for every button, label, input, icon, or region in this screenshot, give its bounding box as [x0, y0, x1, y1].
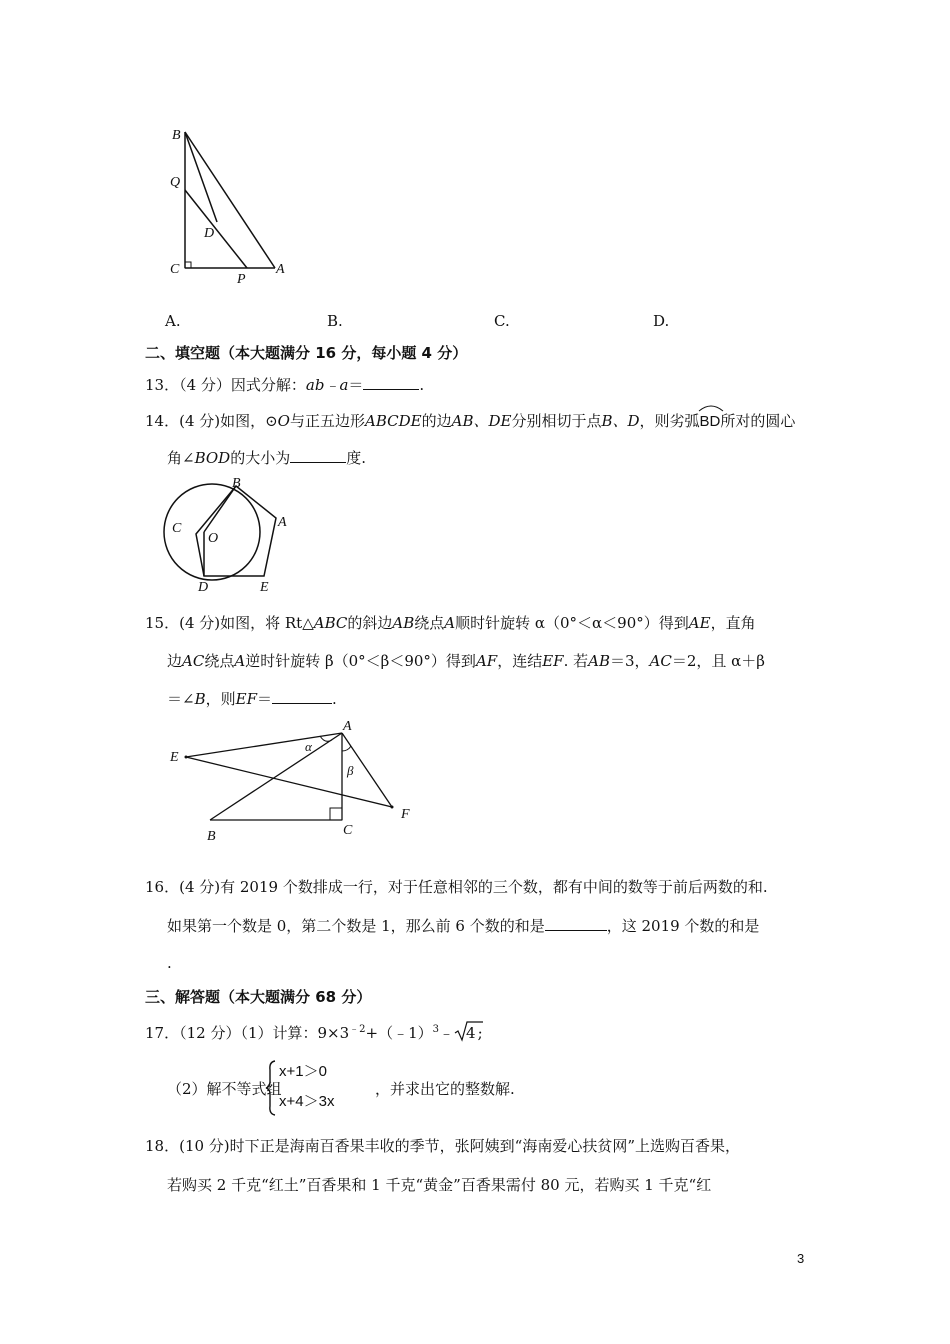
- q17-text-d: ;: [477, 1024, 483, 1042]
- fig14-label-d: D: [198, 580, 209, 595]
- fig12-label-b: B: [172, 128, 181, 143]
- fig15-label-c: C: [343, 823, 353, 838]
- q14-abcde: ABCDE: [365, 412, 422, 430]
- q17-text-c: ﹣: [439, 1024, 455, 1042]
- q14-text-d: 分别相切于点: [511, 412, 602, 430]
- q15-text-a: 15．(4 分)如图，将 Rt△: [145, 614, 314, 632]
- q14-arc-label: BD: [699, 413, 721, 430]
- q15-text-d: 顺时针旋转 α（0°＜α＜90°）得到: [455, 614, 689, 632]
- q15-af: AF: [475, 652, 498, 670]
- q14-answer-blank[interactable]: [290, 448, 346, 463]
- q15-ab: AB: [392, 614, 415, 632]
- q14-text-i: 度.: [346, 449, 366, 467]
- q15-ac-eq: AC: [649, 652, 672, 670]
- q13-answer-blank[interactable]: [363, 375, 419, 390]
- question-16-line-2: [167, 915, 759, 937]
- question-15-line-1: [145, 612, 756, 634]
- q15-ef2: EF: [235, 690, 257, 708]
- q14-bd-points: B、D: [601, 412, 640, 430]
- fig12-label-a: A: [276, 262, 285, 277]
- question-15-line-3: [167, 688, 337, 710]
- q15-b: B: [194, 690, 206, 708]
- choice-b: B.: [327, 312, 343, 330]
- q15-answer-blank[interactable]: [272, 689, 332, 704]
- figure-q12: [160, 120, 300, 290]
- fig14-label-o: O: [208, 531, 219, 546]
- q15-a: A: [444, 614, 456, 632]
- arc-icon: [698, 404, 724, 412]
- figure-q15: [160, 716, 430, 846]
- q17-text-e: （2）解不等式组: [167, 1080, 282, 1098]
- q13-eq: ＝: [348, 376, 364, 394]
- fig12-label-q: Q: [170, 175, 181, 190]
- q15-text-b: 的斜边: [347, 614, 393, 632]
- question-15-line-2: [167, 650, 765, 672]
- q17-radicand: 4: [466, 1024, 476, 1042]
- q17-inequality-system: [265, 1059, 375, 1117]
- section-3-title: 三、解答题（本大题满分 68 分）: [145, 988, 372, 1006]
- choice-d: D.: [653, 312, 670, 330]
- fig15-label-alpha: α: [305, 739, 312, 754]
- page-number: 3: [797, 1251, 805, 1266]
- fig12-label-p: P: [237, 272, 246, 287]
- q15-text-i: ，连结: [497, 652, 543, 670]
- q14-arc: [700, 408, 721, 433]
- fig12-label-c: C: [170, 262, 180, 277]
- q16-answer-blank-1[interactable]: [545, 916, 607, 931]
- choice-a: A.: [165, 312, 181, 330]
- q14-text-h: 的大小为: [230, 449, 291, 467]
- q15-a2: A: [234, 652, 246, 670]
- q13-expr: ab﹣a: [305, 376, 349, 394]
- section-2-title: 二、填空题（本大题满分 16 分，每小题 4 分）: [145, 344, 468, 362]
- q15-text-e: ，直角: [710, 614, 756, 632]
- fig15-label-beta: β: [347, 763, 354, 778]
- q14-text-c: 的边: [421, 412, 452, 430]
- q13-end: .: [419, 376, 425, 394]
- q15-text-n: ，则: [205, 690, 236, 708]
- q17-text-a: 17．（12 分）（1）计算：9×3: [145, 1024, 350, 1042]
- q14-text-f: 所对的圆心: [720, 412, 796, 430]
- fig12-label-d: D: [204, 226, 215, 241]
- q15-text-l: ＝2，且 α＋β: [671, 652, 765, 670]
- fig14-label-a: A: [278, 515, 287, 530]
- question-16-line-1: 16．(4 分)有 2019 个数排成一行，对于任意相邻的三个数，都有中间的数等于前后两数的和.: [145, 878, 768, 896]
- q14-bod: BOD: [194, 449, 231, 467]
- q16-text-a: 如果第一个数是 0，第二个数是 1，那么前 6 个数的和是: [167, 917, 545, 935]
- q15-ae: AE: [688, 614, 711, 632]
- q17-sqrt: [454, 1022, 478, 1044]
- q14-text-g: 角∠: [167, 449, 195, 467]
- q17-text-b: +（﹣1）: [365, 1024, 433, 1042]
- q17-exp1: ﹣2: [349, 1024, 366, 1035]
- q15-text-f: 边: [167, 652, 183, 670]
- fig15-label-a: A: [343, 719, 352, 734]
- question-13: [145, 374, 424, 396]
- q14-o: O: [277, 412, 290, 430]
- fig15-label-e: E: [170, 750, 179, 765]
- fig15-label-b: B: [207, 829, 216, 844]
- q17-ineq-1: x+1＞0: [279, 1063, 327, 1080]
- q15-text-o: ＝: [256, 690, 272, 708]
- q15-ef: EF: [542, 652, 564, 670]
- q15-text-g: 绕点: [204, 652, 235, 670]
- q14-text-a: 14．(4 分)如图，⊙: [145, 412, 278, 430]
- question-14-line-1: [145, 408, 795, 433]
- fig14-label-b: B: [232, 476, 241, 491]
- fig14-label-e: E: [260, 580, 269, 595]
- q17-text-tail: ，并求出它的整数解.: [375, 1080, 515, 1098]
- q14-ab-de: AB、DE: [451, 412, 512, 430]
- q14-text-b: 与正五边形: [289, 412, 365, 430]
- q16-text-b: ，这 2019 个数的和是: [606, 917, 760, 935]
- q15-abc: ABC: [313, 614, 348, 632]
- q15-text-k: ＝3，: [609, 652, 650, 670]
- q17-exp2: 3: [432, 1024, 440, 1035]
- question-16-line-3: .: [167, 954, 172, 972]
- fig15-label-f: F: [401, 807, 410, 822]
- q17-ineq-2: x+4＞3x: [279, 1093, 335, 1110]
- q15-text-h: 逆时针旋转 β（0°＜β＜90°）得到: [245, 652, 476, 670]
- q14-text-e: ，则劣弧: [639, 412, 700, 430]
- question-18-line-1: 18．(10 分)时下正是海南百香果丰收的季节，张阿姨到“海南爱心扶贫网”上选购百香果，: [145, 1137, 740, 1155]
- q15-ab-eq: AB: [588, 652, 610, 670]
- question-18-line-2: 若购买 2 千克“红土”百香果和 1 千克“黄金”百香果需付 80 元，若购买 1 千克“红: [167, 1176, 712, 1194]
- q15-text-m: ＝∠: [167, 690, 195, 708]
- q15-text-j: . 若: [563, 652, 589, 670]
- choice-c: C.: [494, 312, 510, 330]
- q15-ac: AC: [182, 652, 205, 670]
- fig14-label-c: C: [172, 521, 182, 536]
- figure-q14: [160, 472, 300, 597]
- q15-text-p: .: [332, 690, 337, 708]
- question-14-line-2: [167, 447, 366, 469]
- brace-icon: [265, 1060, 277, 1116]
- sqrt-icon: [454, 1020, 484, 1042]
- q15-text-c: 绕点: [414, 614, 445, 632]
- question-17-line-1: [145, 1019, 483, 1044]
- q13-prefix: 13．（4 分）因式分解：: [145, 376, 306, 394]
